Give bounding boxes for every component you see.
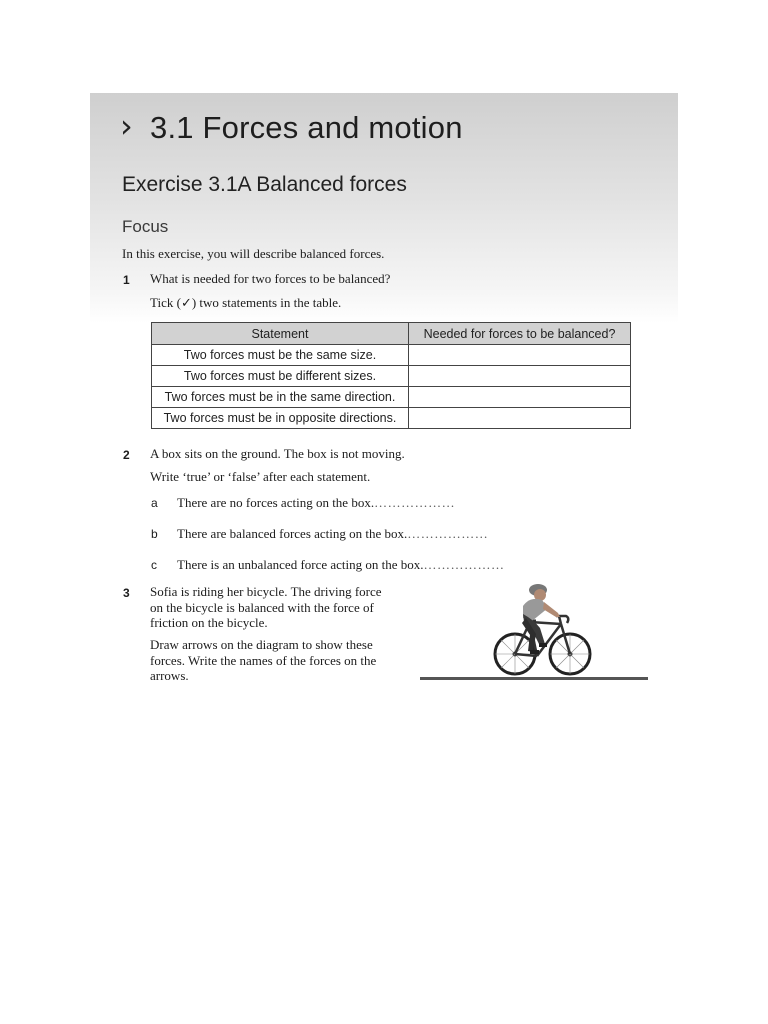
chevron-right-icon: › (120, 107, 133, 145)
table-header-statement: Statement (152, 323, 409, 345)
table-row (152, 366, 631, 387)
table-row (152, 387, 631, 408)
statement-cell: Two forces must be the same size. (152, 345, 409, 366)
focus-heading: Focus (122, 217, 169, 236)
question-3-number: 3 (123, 586, 130, 600)
worksheet-page (90, 93, 678, 713)
answer-cell[interactable] (409, 345, 631, 366)
item-b-answer-line[interactable]: ……………… (407, 526, 489, 541)
table-row (152, 408, 631, 429)
question-1-number: 1 (123, 273, 130, 287)
question-1-instruction: Tick (✓) two statements in the table. (150, 295, 342, 310)
question-3-paragraph-1 (150, 584, 382, 631)
item-c-answer-line[interactable]: ……………… (423, 557, 505, 572)
question-2-text: A box sits on the ground. The box is not moving. (150, 446, 405, 461)
statement-cell: Two forces must be in the same direction. (152, 387, 409, 408)
item-c-text: There is an unbalanced force acting on the box. (177, 557, 424, 572)
exercise-title: Exercise 3.1A Balanced forces (122, 173, 407, 196)
question-2-instruction: Write ‘true’ or ‘false’ after each statement. (150, 469, 371, 484)
statement-cell: Two forces must be different sizes. (152, 366, 409, 387)
question-3-paragraph-2 (150, 637, 376, 684)
question-3-line: Sofia is riding her bicycle. The driving force (150, 584, 382, 599)
item-b-text: There are balanced forces acting on the box. (177, 526, 408, 541)
answer-cell[interactable] (409, 366, 631, 387)
question-2-number: 2 (123, 448, 130, 462)
item-c-label: c (151, 558, 157, 572)
answer-cell[interactable] (409, 387, 631, 408)
item-b (177, 526, 488, 542)
section-title: 3.1 Forces and motion (150, 110, 463, 145)
question-3-line: on the bicycle is balanced with the force of (150, 599, 374, 615)
table-header-needed: Needed for forces to be balanced? (409, 323, 631, 345)
question-3-line: arrows. (150, 668, 189, 683)
item-a-label: a (151, 496, 158, 510)
table-row (152, 345, 631, 366)
question-3-line: Draw arrows on the diagram to show these (150, 637, 373, 652)
ground-line (420, 677, 648, 680)
item-b-label: b (151, 527, 158, 541)
balanced-forces-table (151, 322, 631, 429)
cyclist-illustration-icon[interactable] (420, 578, 650, 688)
table-header-row (152, 323, 631, 345)
item-a-answer-line[interactable]: ……………… (374, 495, 456, 510)
item-a (177, 495, 455, 511)
statement-cell: Two forces must be in opposite directions. (152, 408, 409, 429)
question-3-line: friction on the bicycle. (150, 615, 268, 630)
answer-cell[interactable] (409, 408, 631, 429)
question-1-text: What is needed for two forces to be balanced? (150, 271, 391, 286)
item-c (177, 557, 505, 573)
item-a-text: There are no forces acting on the box. (177, 495, 375, 510)
question-3-line: forces. Write the names of the forces on the (150, 652, 377, 668)
focus-intro: In this exercise, you will describe balanced forces. (122, 246, 385, 261)
